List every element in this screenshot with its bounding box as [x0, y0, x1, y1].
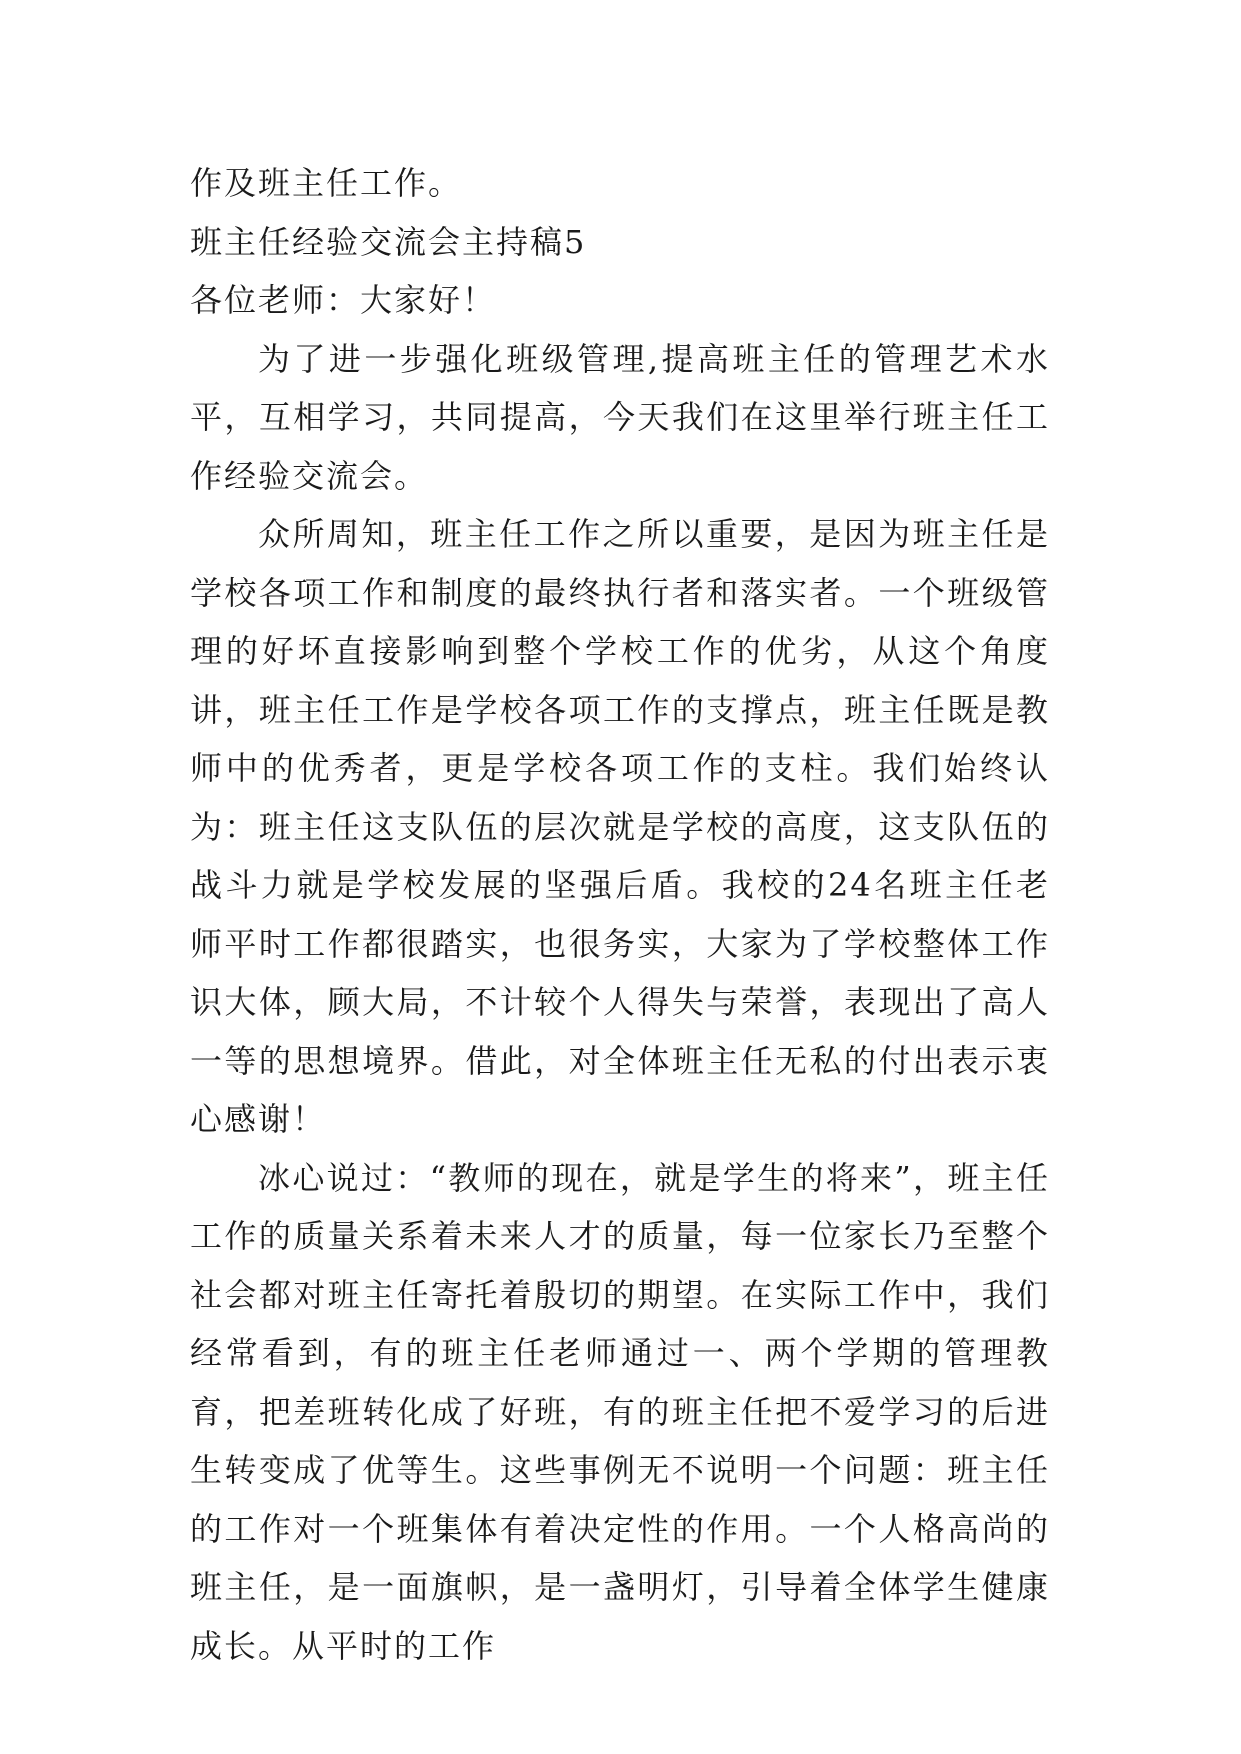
continuation-line: 作及班主任工作。: [190, 164, 463, 202]
paragraph: 众所周知，班主任工作之所以重要，是因为班主任是学校各项工作和制度的最终执行者和落实者。一个班级管理的好坏直接影响到整个学校工作的优劣，从这个角度讲，班主任工作是学校各项工作的支撑点，班主任既是教师中的优秀者，更是学校各项工作的支柱。我们始终认为：班主任这支队伍的层次就是学校的高度，这支队伍的战斗力就是学校发展的坚强后盾。我校的24名班主任老师平时工作都很踏实，也很务实，大家为了学校整体工作识大体，顾大局，不计较个人得失与荣誉，表现出了高人一等的思想境界。借此，对全体班主任无私的付出表示衷心感谢！: [190, 515, 1050, 1138]
paragraph: 为了进一步强化班级管理,提高班主任的管理艺术水平，互相学习，共同提高，今天我们在这里举行班主任工作经验交流会。: [190, 339, 1050, 495]
section-title: 班主任经验交流会主持稿5: [190, 222, 587, 261]
document-body: [190, 154, 1050, 1675]
paragraph: 冰心说过：“教师的现在，就是学生的将来”，班主任工作的质量关系着未来人才的质量，每一位家长乃至整个社会都对班主任寄托着殷切的期望。在实际工作中，我们经常看到，有的班主任老师通过一、两个学期的管理教育，把差班转化成了好班，有的班主任把不爱学习的后进生转变成了优等生。这些事例无不说明一个问题：班主任的工作对一个班集体有着决定性的作用。一个人格高尚的班主任，是一面旗帜，是一盏明灯，引导着全体学生健康成长。从平时的工作: [190, 1158, 1050, 1665]
greeting: 各位老师：大家好！: [190, 281, 497, 319]
